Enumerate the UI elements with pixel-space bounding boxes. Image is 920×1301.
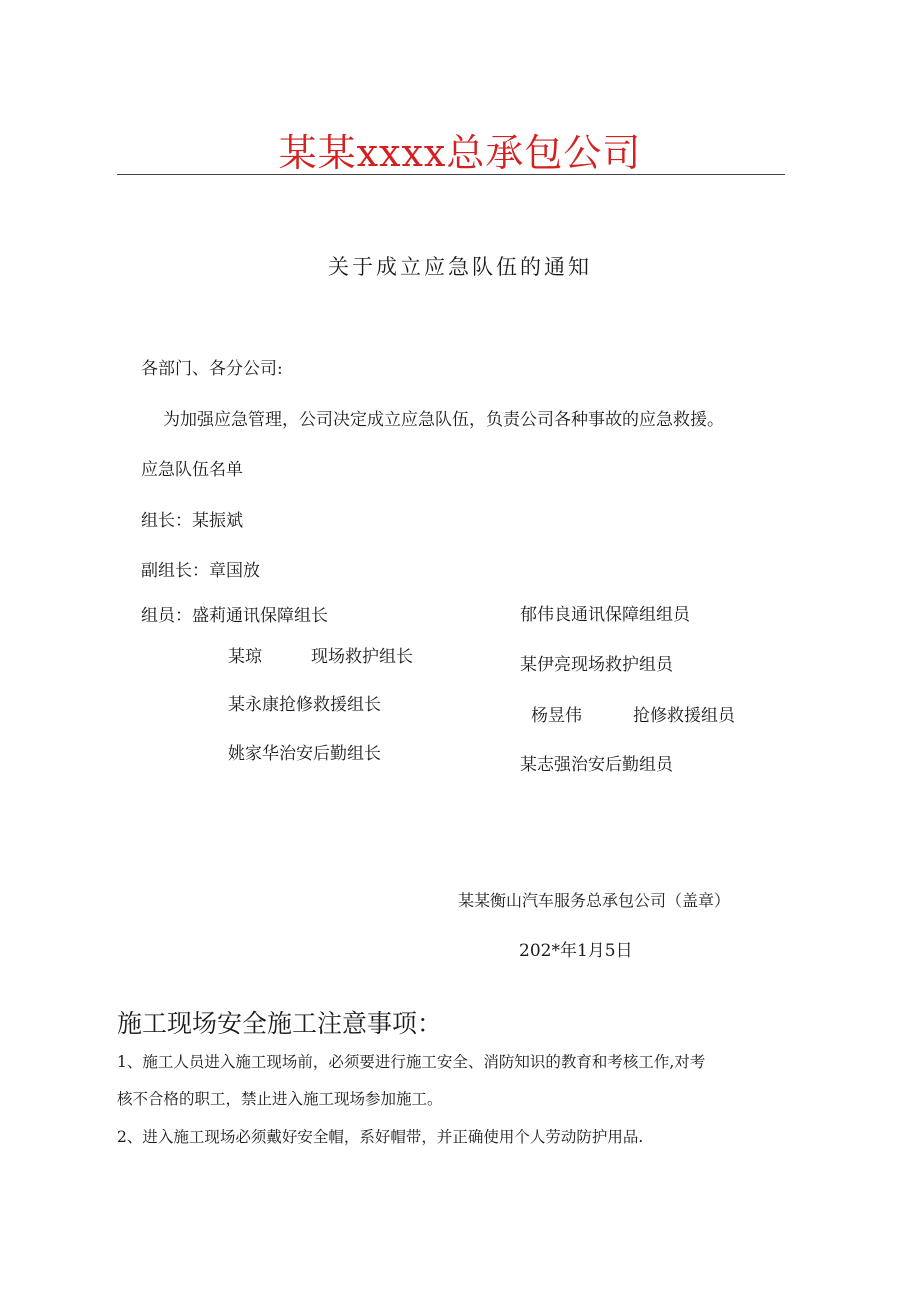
safety-item-1-line-1: 1、施工人员进入施工现场前，必须要进行施工安全、消防知识的教育和考核工作,对考 — [117, 1053, 706, 1071]
safety-notes-title: 施工现场安全施工注意事项： — [117, 1009, 443, 1038]
member-name: 郁伟良 — [520, 605, 571, 625]
member-role: 治安后勤组员 — [571, 755, 673, 775]
notice-title: 关于成立应急队伍的通知 — [328, 255, 592, 279]
member-right-4 — [520, 750, 673, 775]
member-right-2 — [520, 650, 673, 675]
safety-item-1-line-2: 核不合格的职工，禁止进入施工现场参加施工。 — [117, 1090, 443, 1108]
member-role: 抢修救援组员 — [633, 706, 735, 726]
letterhead-divider — [117, 174, 785, 175]
member-name: 某永康 — [228, 695, 279, 715]
member-name: 姚家华 — [228, 744, 279, 764]
member-role: 现场救护组长 — [311, 647, 413, 667]
member-role: 抢修救援组长 — [279, 695, 381, 715]
signing-organization: 某某衡山汽车服务总承包公司（盖章） — [458, 891, 731, 910]
members-prefix: 组员： — [141, 606, 192, 626]
member-left-3 — [228, 690, 381, 715]
member-right-3 — [531, 701, 735, 726]
team-leader: 组长：某振斌 — [141, 511, 243, 531]
salutation: 各部门、各分公司: — [141, 359, 283, 379]
deputy-leader: 副组长：章国放 — [141, 561, 260, 581]
member-name: 盛莉 — [192, 606, 226, 626]
team-list-title: 应急队伍名单 — [141, 460, 243, 480]
member-left-1 — [141, 601, 328, 626]
member-name: 杨昱伟 — [531, 706, 582, 726]
member-name: 某志强 — [520, 755, 571, 775]
signing-date: 202*年1月5日 — [519, 941, 633, 961]
member-left-2 — [228, 642, 413, 667]
member-role: 通讯保障组长 — [226, 606, 328, 626]
safety-item-2: 2、进入施工现场必须戴好安全帽，系好帽带，并正确使用个人劳动防护用品. — [117, 1128, 644, 1146]
member-right-1 — [520, 600, 690, 625]
member-name: 某琼 — [228, 647, 262, 667]
member-left-4 — [228, 739, 381, 764]
member-role: 通讯保障组组员 — [571, 605, 690, 625]
member-role: 治安后勤组长 — [279, 744, 381, 764]
member-role: 现场救护组员 — [571, 655, 673, 675]
company-letterhead: 某某xxxx总承包公司 — [278, 131, 642, 175]
member-name: 某伊亮 — [520, 655, 571, 675]
notice-paragraph: 为加强应急管理，公司决定成立应急队伍，负责公司各种事故的应急救援。 — [163, 410, 724, 430]
